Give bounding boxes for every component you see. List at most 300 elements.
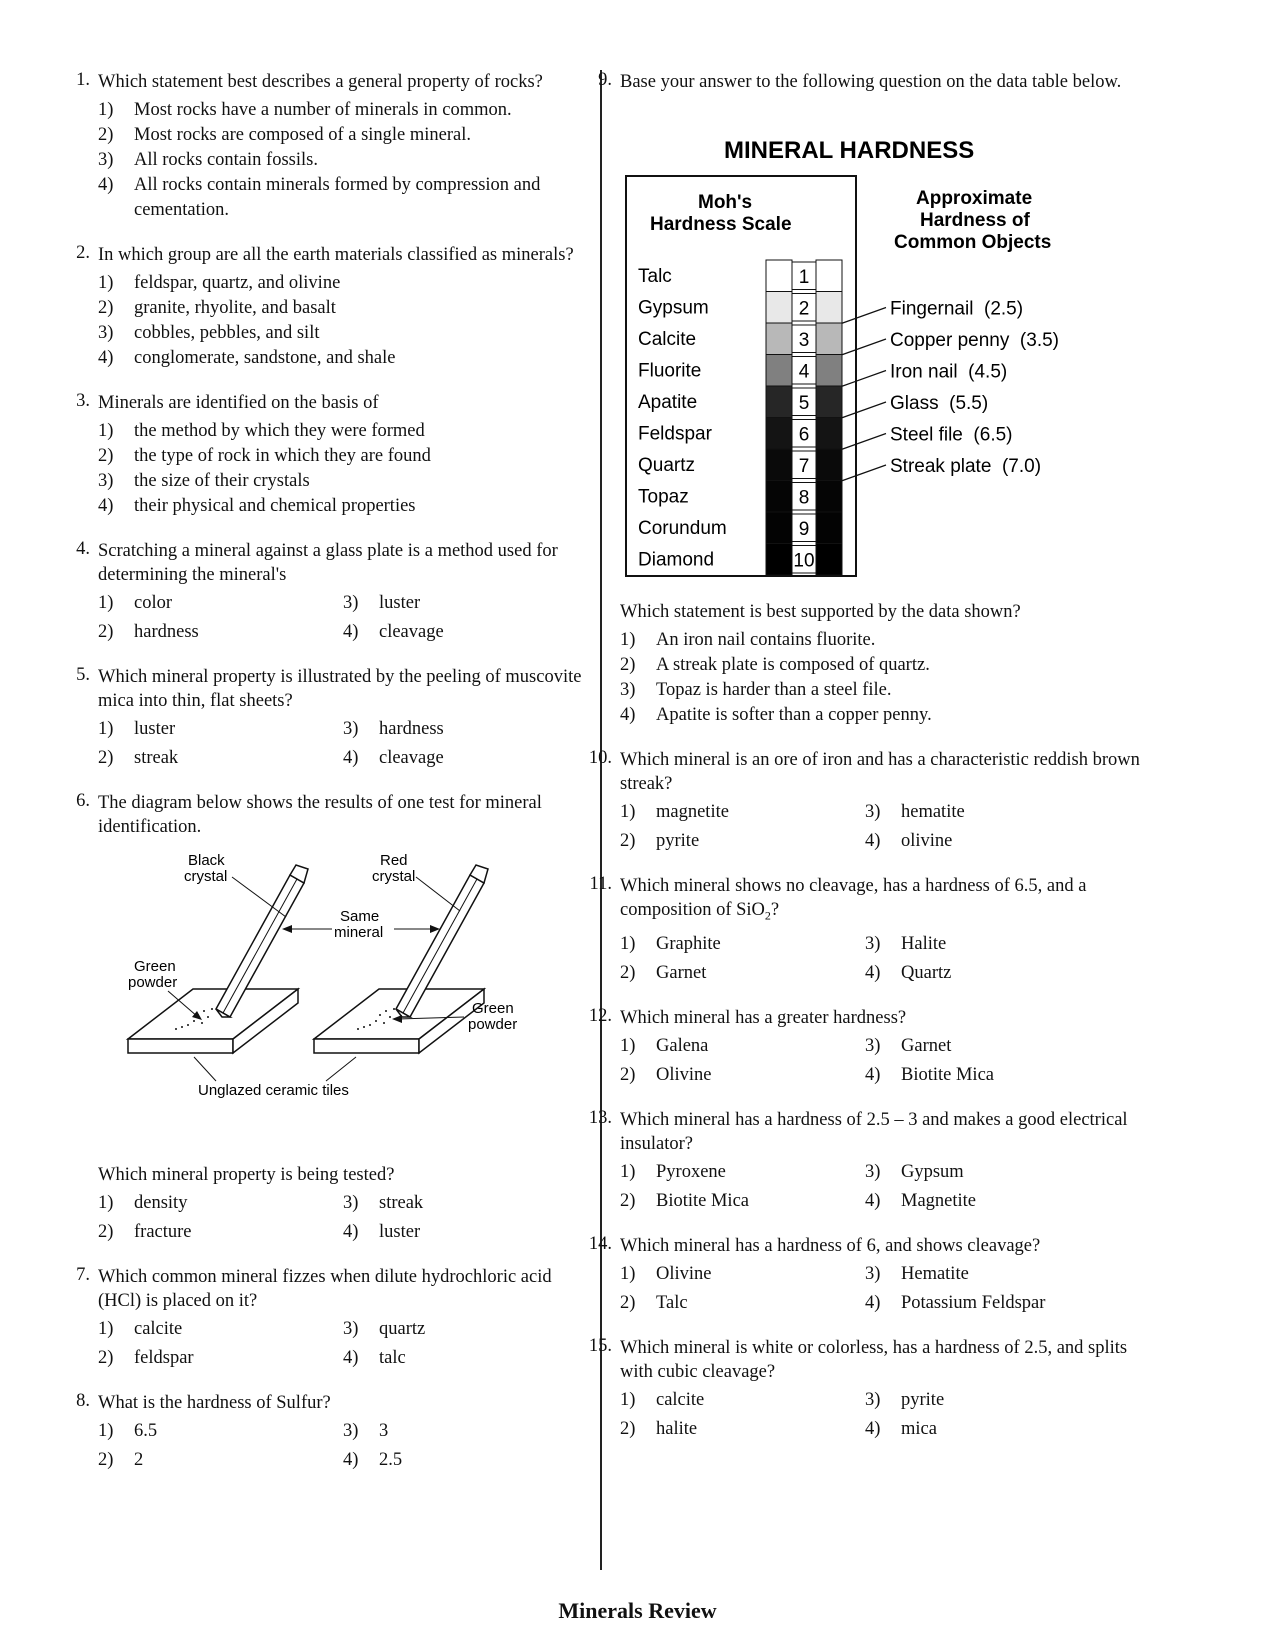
hardness-shade (816, 544, 842, 576)
option-number: 1) (620, 1389, 636, 1410)
hardness-shade (766, 386, 792, 418)
option-number: 3) (343, 1319, 359, 1339)
mineral-name: Feldspar (638, 423, 712, 445)
option-number: 3) (98, 471, 114, 491)
hardness-shade (816, 292, 842, 324)
object-leader-line (842, 402, 886, 418)
hardness-shade (766, 260, 792, 292)
common-object-label: Steel file (6.5) (890, 424, 1013, 446)
question-13 (588, 1107, 1140, 1214)
green-powder-right-label-2: powder (468, 1016, 518, 1033)
answer-option (98, 271, 584, 296)
option-number: 3) (865, 933, 881, 954)
answer-option (98, 346, 584, 371)
option-number: 4) (98, 175, 114, 195)
answer-options (620, 800, 1140, 854)
answer-option (620, 703, 1140, 728)
answer-option (865, 1262, 1110, 1287)
answer-option (620, 1417, 865, 1442)
left-column (64, 70, 584, 1493)
answer-option (620, 961, 865, 986)
option-number: 2) (620, 1190, 636, 1211)
option-text: 2.5 (379, 1450, 403, 1470)
answer-option (865, 1291, 1110, 1316)
answer-option (98, 591, 343, 616)
option-text: hardness (379, 719, 444, 739)
object-leader-line (842, 308, 886, 324)
hardness-shade (816, 323, 842, 355)
answer-option (98, 123, 584, 148)
option-number: 3) (343, 1421, 359, 1441)
option-text: hematite (901, 802, 965, 822)
answer-option (98, 1448, 343, 1473)
black-crystal-label-2: crystal (184, 868, 228, 885)
option-text: Topaz is harder than a steel file. (656, 680, 892, 700)
option-number: 2) (98, 622, 114, 642)
mineral-name: Talc (638, 266, 672, 287)
hardness-shade (766, 355, 792, 387)
question-3 (64, 391, 584, 519)
option-text: streak (379, 1193, 424, 1213)
option-number: 3) (865, 1263, 881, 1284)
answer-options (98, 271, 584, 371)
common-object-label: Glass (5.5) (890, 393, 989, 414)
answer-options (98, 717, 584, 771)
question-number: 11. (589, 874, 612, 894)
mineral-name: Topaz (638, 486, 689, 508)
question-text: The diagram below shows the results of one test for mineral identification. (98, 793, 542, 837)
option-number: 4) (865, 1064, 881, 1085)
option-text: cobbles, pebbles, and silt (134, 323, 320, 343)
mineral-name: Diamond (638, 549, 715, 571)
option-number: 4) (865, 962, 881, 983)
answer-option (98, 98, 584, 123)
option-text: Halite (901, 933, 947, 954)
answer-option (865, 932, 1110, 957)
option-text: their physical and chemical properties (134, 496, 416, 516)
option-text: the size of their crystals (134, 471, 310, 491)
question-1 (64, 70, 584, 223)
option-text: Biotite Mica (901, 1064, 994, 1085)
answer-option (98, 1419, 343, 1444)
option-text: Olivine (656, 1263, 712, 1284)
option-number: 2) (620, 655, 636, 675)
answer-option (343, 1346, 588, 1371)
option-number: 3) (343, 719, 359, 739)
question-text: Which mineral shows no cleavage, has a hardness of 6.5, and a composition of SiO$_2$? (620, 876, 1087, 923)
answer-option (620, 1160, 865, 1185)
option-number: 1) (98, 421, 114, 441)
option-number: 4) (343, 748, 359, 768)
answer-options (98, 1191, 584, 1245)
option-text: calcite (134, 1319, 183, 1339)
common-object-label: Copper penny (3.5) (890, 330, 1059, 351)
option-number: 3) (343, 1193, 359, 1213)
option-text: calcite (656, 1389, 705, 1410)
question-number: 6. (76, 791, 90, 811)
option-number: 1) (98, 719, 114, 739)
answer-options (620, 1262, 1140, 1316)
option-text: fracture (134, 1222, 192, 1242)
option-number: 3) (98, 323, 114, 343)
answer-option (343, 1419, 588, 1444)
option-text: Biotite Mica (656, 1190, 749, 1211)
answer-option (98, 746, 343, 771)
answer-option (343, 591, 588, 616)
streak-test-diagram (98, 839, 584, 1145)
option-number: 3) (98, 150, 114, 170)
option-number: 4) (343, 1222, 359, 1242)
object-leader-line (842, 434, 886, 450)
mineral-name: Quartz (638, 455, 696, 476)
answer-options (620, 1160, 1140, 1214)
tiles-label: Unglazed ceramic tiles (198, 1082, 349, 1099)
option-text: pyrite (901, 1389, 945, 1410)
answer-option (620, 1189, 865, 1214)
green-powder-right-label-1: Green (472, 1000, 514, 1017)
common-object-label: Streak plate (7.0) (890, 456, 1042, 477)
question-text: Which common mineral fizzes when dilute hydrochloric acid (HCl) is placed on it? (98, 1267, 552, 1311)
common-object-label: Iron nail (4.5) (890, 361, 1008, 383)
objects-heading-2: Hardness of (920, 210, 1030, 231)
option-number: 3) (865, 802, 881, 822)
hardness-shade (766, 292, 792, 324)
answer-option (865, 800, 1110, 825)
question-11 (589, 874, 1140, 986)
option-number: 2) (620, 831, 636, 851)
option-number: 3) (343, 593, 359, 613)
hardness-shade (816, 512, 842, 544)
question-text: In which group are all the earth materials classified as minerals? (98, 245, 574, 265)
mineral-name: Calcite (638, 329, 697, 350)
object-leader-line (842, 465, 886, 481)
option-number: 1) (620, 1263, 636, 1284)
hardness-number: 4 (798, 361, 810, 383)
option-number: 1) (620, 1161, 636, 1182)
option-number: 1) (98, 1319, 114, 1339)
question-number: 12. (588, 1005, 612, 1026)
answer-option (98, 444, 584, 469)
option-number: 2) (620, 1292, 636, 1313)
option-text: halite (656, 1418, 698, 1439)
option-text: the method by which they were formed (134, 421, 425, 441)
option-number: 1) (620, 1035, 636, 1056)
option-text: An iron nail contains fluorite. (656, 630, 876, 650)
question-text: Scratching a mineral against a glass plate is a method used for determining the mineral's (98, 541, 558, 585)
option-number: 4) (98, 348, 114, 368)
option-text: conglomerate, sandstone, and shale (134, 348, 396, 368)
option-text: Galena (656, 1035, 709, 1056)
question-followup: Which statement is best supported by the data shown? (620, 602, 1021, 622)
option-text: cleavage (379, 748, 444, 768)
answer-option (98, 1317, 343, 1342)
option-number: 1) (620, 802, 636, 822)
black-crystal-label-1: Black (188, 852, 225, 869)
hardness-shade (766, 323, 792, 355)
question-number: 7. (76, 1265, 90, 1285)
answer-option (98, 620, 343, 645)
table-title: MINERAL HARDNESS (724, 137, 975, 164)
option-text: olivine (901, 831, 953, 851)
hardness-shade (766, 544, 792, 576)
answer-option (620, 829, 865, 854)
answer-option (620, 1034, 865, 1059)
option-text: quartz (379, 1319, 426, 1339)
option-number: 2) (98, 1222, 114, 1242)
question-text: Which mineral has a hardness of 2.5 – 3 and makes a good electrical insulator? (620, 1109, 1128, 1154)
answer-option (98, 469, 584, 494)
hardness-number: 9 (798, 519, 810, 540)
page-title: Minerals Review (558, 1598, 717, 1623)
answer-option (865, 961, 1110, 986)
answer-options (98, 98, 584, 223)
answer-option (620, 932, 865, 957)
option-text: Gypsum (901, 1161, 964, 1182)
option-text: Garnet (901, 1035, 952, 1056)
answer-option (343, 746, 588, 771)
answer-option (343, 1191, 588, 1216)
answer-option (865, 1160, 1110, 1185)
answer-option (98, 1220, 343, 1245)
question-number: 15. (588, 1335, 612, 1356)
option-text: 3 (379, 1421, 389, 1441)
common-object-label: Fingernail (2.5) (890, 298, 1024, 320)
option-number: 2) (98, 298, 114, 318)
hardness-shade (766, 449, 792, 481)
question-2 (64, 243, 584, 371)
answer-option (620, 1063, 865, 1088)
answer-option (865, 1189, 1110, 1214)
option-text: Olivine (656, 1064, 712, 1085)
option-text: mica (901, 1418, 937, 1439)
option-text: Magnetite (901, 1190, 977, 1211)
option-number: 1) (98, 593, 114, 613)
hardness-number: 10 (793, 550, 815, 572)
mineral-name: Gypsum (638, 297, 709, 319)
hardness-shade (766, 418, 792, 450)
answer-option (865, 1417, 1110, 1442)
option-text: A streak plate is composed of quartz. (656, 655, 930, 675)
question-text: Base your answer to the following question on the data table below. (620, 72, 1122, 92)
answer-option (98, 148, 584, 173)
scale-heading-2: Hardness Scale (650, 214, 792, 235)
option-text: feldspar (134, 1348, 194, 1368)
question-text: Which statement best describes a general property of rocks? (98, 72, 543, 92)
answer-option (620, 800, 865, 825)
answer-options (98, 591, 584, 645)
option-text: Quartz (901, 962, 952, 983)
mineral-hardness-table (620, 134, 1140, 590)
option-text: Most rocks have a number of minerals in common. (134, 100, 512, 120)
question-7 (64, 1265, 584, 1371)
answer-option (98, 1191, 343, 1216)
option-number: 2) (98, 748, 114, 768)
red-crystal-label-1: Red (380, 852, 408, 869)
option-number: 3) (865, 1035, 881, 1056)
option-text: pyrite (656, 831, 700, 851)
option-text: Apatite is softer than a copper penny. (656, 705, 932, 725)
question-5 (64, 665, 584, 771)
question-text: Which mineral has a greater hardness? (620, 1007, 907, 1028)
answer-option (865, 829, 1110, 854)
hardness-shade (766, 512, 792, 544)
option-number: 1) (98, 1421, 114, 1441)
red-crystal-label-2: crystal (372, 868, 416, 885)
question-number: 8. (76, 1391, 90, 1411)
option-text: 2 (134, 1450, 144, 1470)
question-9 (598, 70, 1140, 728)
hardness-number: 5 (798, 393, 810, 414)
answer-option (620, 678, 1140, 703)
question-followup: Which mineral property is being tested? (98, 1165, 395, 1185)
option-number: 1) (98, 1193, 114, 1213)
hardness-number: 6 (798, 424, 810, 446)
question-text: Which mineral is white or colorless, has a hardness of 2.5, and splits with cubic cleavage? (620, 1337, 1128, 1382)
hardness-shade (816, 260, 842, 292)
hardness-number: 2 (798, 298, 810, 320)
hardness-shade (766, 481, 792, 513)
objects-heading-3: Common Objects (894, 232, 1052, 253)
answer-option (98, 494, 584, 519)
answer-option (98, 717, 343, 742)
option-text: Hematite (901, 1263, 969, 1284)
option-number: 2) (98, 446, 114, 466)
option-number: 3) (865, 1161, 881, 1182)
answer-option (865, 1063, 1110, 1088)
same-mineral-label-2: mineral (334, 924, 384, 941)
option-text: luster (379, 593, 421, 613)
answer-options (620, 1388, 1140, 1442)
option-text: magnetite (656, 802, 729, 822)
option-text: the type of rock in which they are found (134, 446, 431, 466)
option-text: luster (134, 719, 176, 739)
question-text: Minerals are identified on the basis of (98, 393, 379, 413)
option-number: 4) (343, 1348, 359, 1368)
option-number: 2) (620, 1418, 636, 1439)
answer-option (98, 173, 584, 223)
question-text: Which mineral is an ore of iron and has a characteristic reddish brown streak? (620, 750, 1140, 794)
option-number: 4) (865, 831, 881, 851)
option-text: Talc (656, 1292, 688, 1313)
option-number: 2) (98, 125, 114, 145)
answer-options (620, 932, 1140, 986)
answer-options (620, 628, 1140, 728)
option-number: 2) (620, 1064, 636, 1085)
answer-option (343, 1448, 588, 1473)
answer-option (343, 620, 588, 645)
question-8 (64, 1391, 584, 1473)
option-number: 4) (620, 705, 636, 725)
hardness-shade (816, 355, 842, 387)
hardness-shade (816, 481, 842, 513)
option-text: talc (379, 1348, 406, 1368)
answer-options (620, 1034, 1140, 1088)
option-text: feldspar, quartz, and olivine (134, 273, 341, 293)
objects-heading-1: Approximate (916, 188, 1033, 209)
option-text: All rocks contain fossils. (134, 150, 318, 170)
answer-option (343, 717, 588, 742)
option-number: 4) (865, 1292, 881, 1313)
option-number: 1) (98, 100, 114, 120)
answer-option (343, 1317, 588, 1342)
option-number: 3) (865, 1389, 881, 1410)
hardness-shade (816, 449, 842, 481)
option-text: Potassium Feldspar (901, 1292, 1046, 1313)
option-number: 1) (98, 273, 114, 293)
option-number: 2) (98, 1348, 114, 1368)
question-4 (64, 539, 584, 645)
answer-option (98, 1346, 343, 1371)
answer-option (343, 1220, 588, 1245)
answer-option (620, 653, 1140, 678)
answer-options (98, 1419, 584, 1473)
option-text: Pyroxene (656, 1161, 726, 1182)
option-text: granite, rhyolite, and basalt (134, 298, 336, 318)
answer-option (620, 1262, 865, 1287)
same-mineral-label-1: Same (340, 908, 380, 925)
answer-option (620, 1291, 865, 1316)
option-number: 4) (865, 1190, 881, 1211)
question-number: 5. (76, 665, 90, 685)
option-text: density (134, 1193, 188, 1213)
question-12 (588, 1005, 1140, 1088)
option-text: Most rocks are composed of a single mineral. (134, 125, 472, 145)
hardness-shade (816, 418, 842, 450)
option-text: streak (134, 748, 179, 768)
option-number: 4) (343, 1450, 359, 1470)
question-text: Which mineral has a hardness of 6, and shows cleavage? (620, 1235, 1041, 1256)
question-number: 14. (588, 1233, 612, 1254)
option-number: 4) (98, 496, 114, 516)
question-number: 4. (76, 539, 90, 559)
question-10 (588, 748, 1140, 854)
option-number: 1) (620, 630, 636, 650)
answer-option (865, 1034, 1110, 1059)
object-leader-line (842, 371, 886, 387)
option-number: 4) (343, 622, 359, 642)
hardness-number: 3 (798, 330, 810, 351)
option-number: 4) (865, 1418, 881, 1439)
option-text: cleavage (379, 622, 444, 642)
option-text: All rocks contain minerals formed by compression and cementation. (134, 175, 541, 220)
question-6 (64, 791, 584, 1245)
answer-option (98, 321, 584, 346)
option-number: 1) (620, 933, 636, 954)
green-powder-left-label-1: Green (134, 958, 176, 975)
option-number: 2) (98, 1450, 114, 1470)
answer-option (98, 296, 584, 321)
question-number: 2. (76, 243, 90, 263)
mineral-name: Corundum (638, 518, 727, 539)
object-leader-line (842, 339, 886, 355)
answer-option (865, 1388, 1110, 1413)
option-text: Garnet (656, 962, 707, 983)
option-text: 6.5 (134, 1421, 158, 1441)
answer-options (98, 1317, 584, 1371)
question-number: 3. (76, 391, 90, 411)
question-number: 9. (598, 70, 612, 90)
scale-heading-1: Moh's (698, 192, 753, 213)
question-15 (588, 1335, 1140, 1442)
hardness-number: 7 (798, 456, 810, 477)
question-text: Which mineral property is illustrated by the peeling of muscovite mica into thin, flat sheets? (98, 667, 582, 711)
answer-option (98, 419, 584, 444)
option-text: Graphite (656, 933, 721, 954)
option-number: 3) (620, 680, 636, 700)
green-powder-left-label-2: powder (128, 974, 178, 991)
question-text: What is the hardness of Sulfur? (98, 1393, 331, 1413)
answer-option (620, 628, 1140, 653)
